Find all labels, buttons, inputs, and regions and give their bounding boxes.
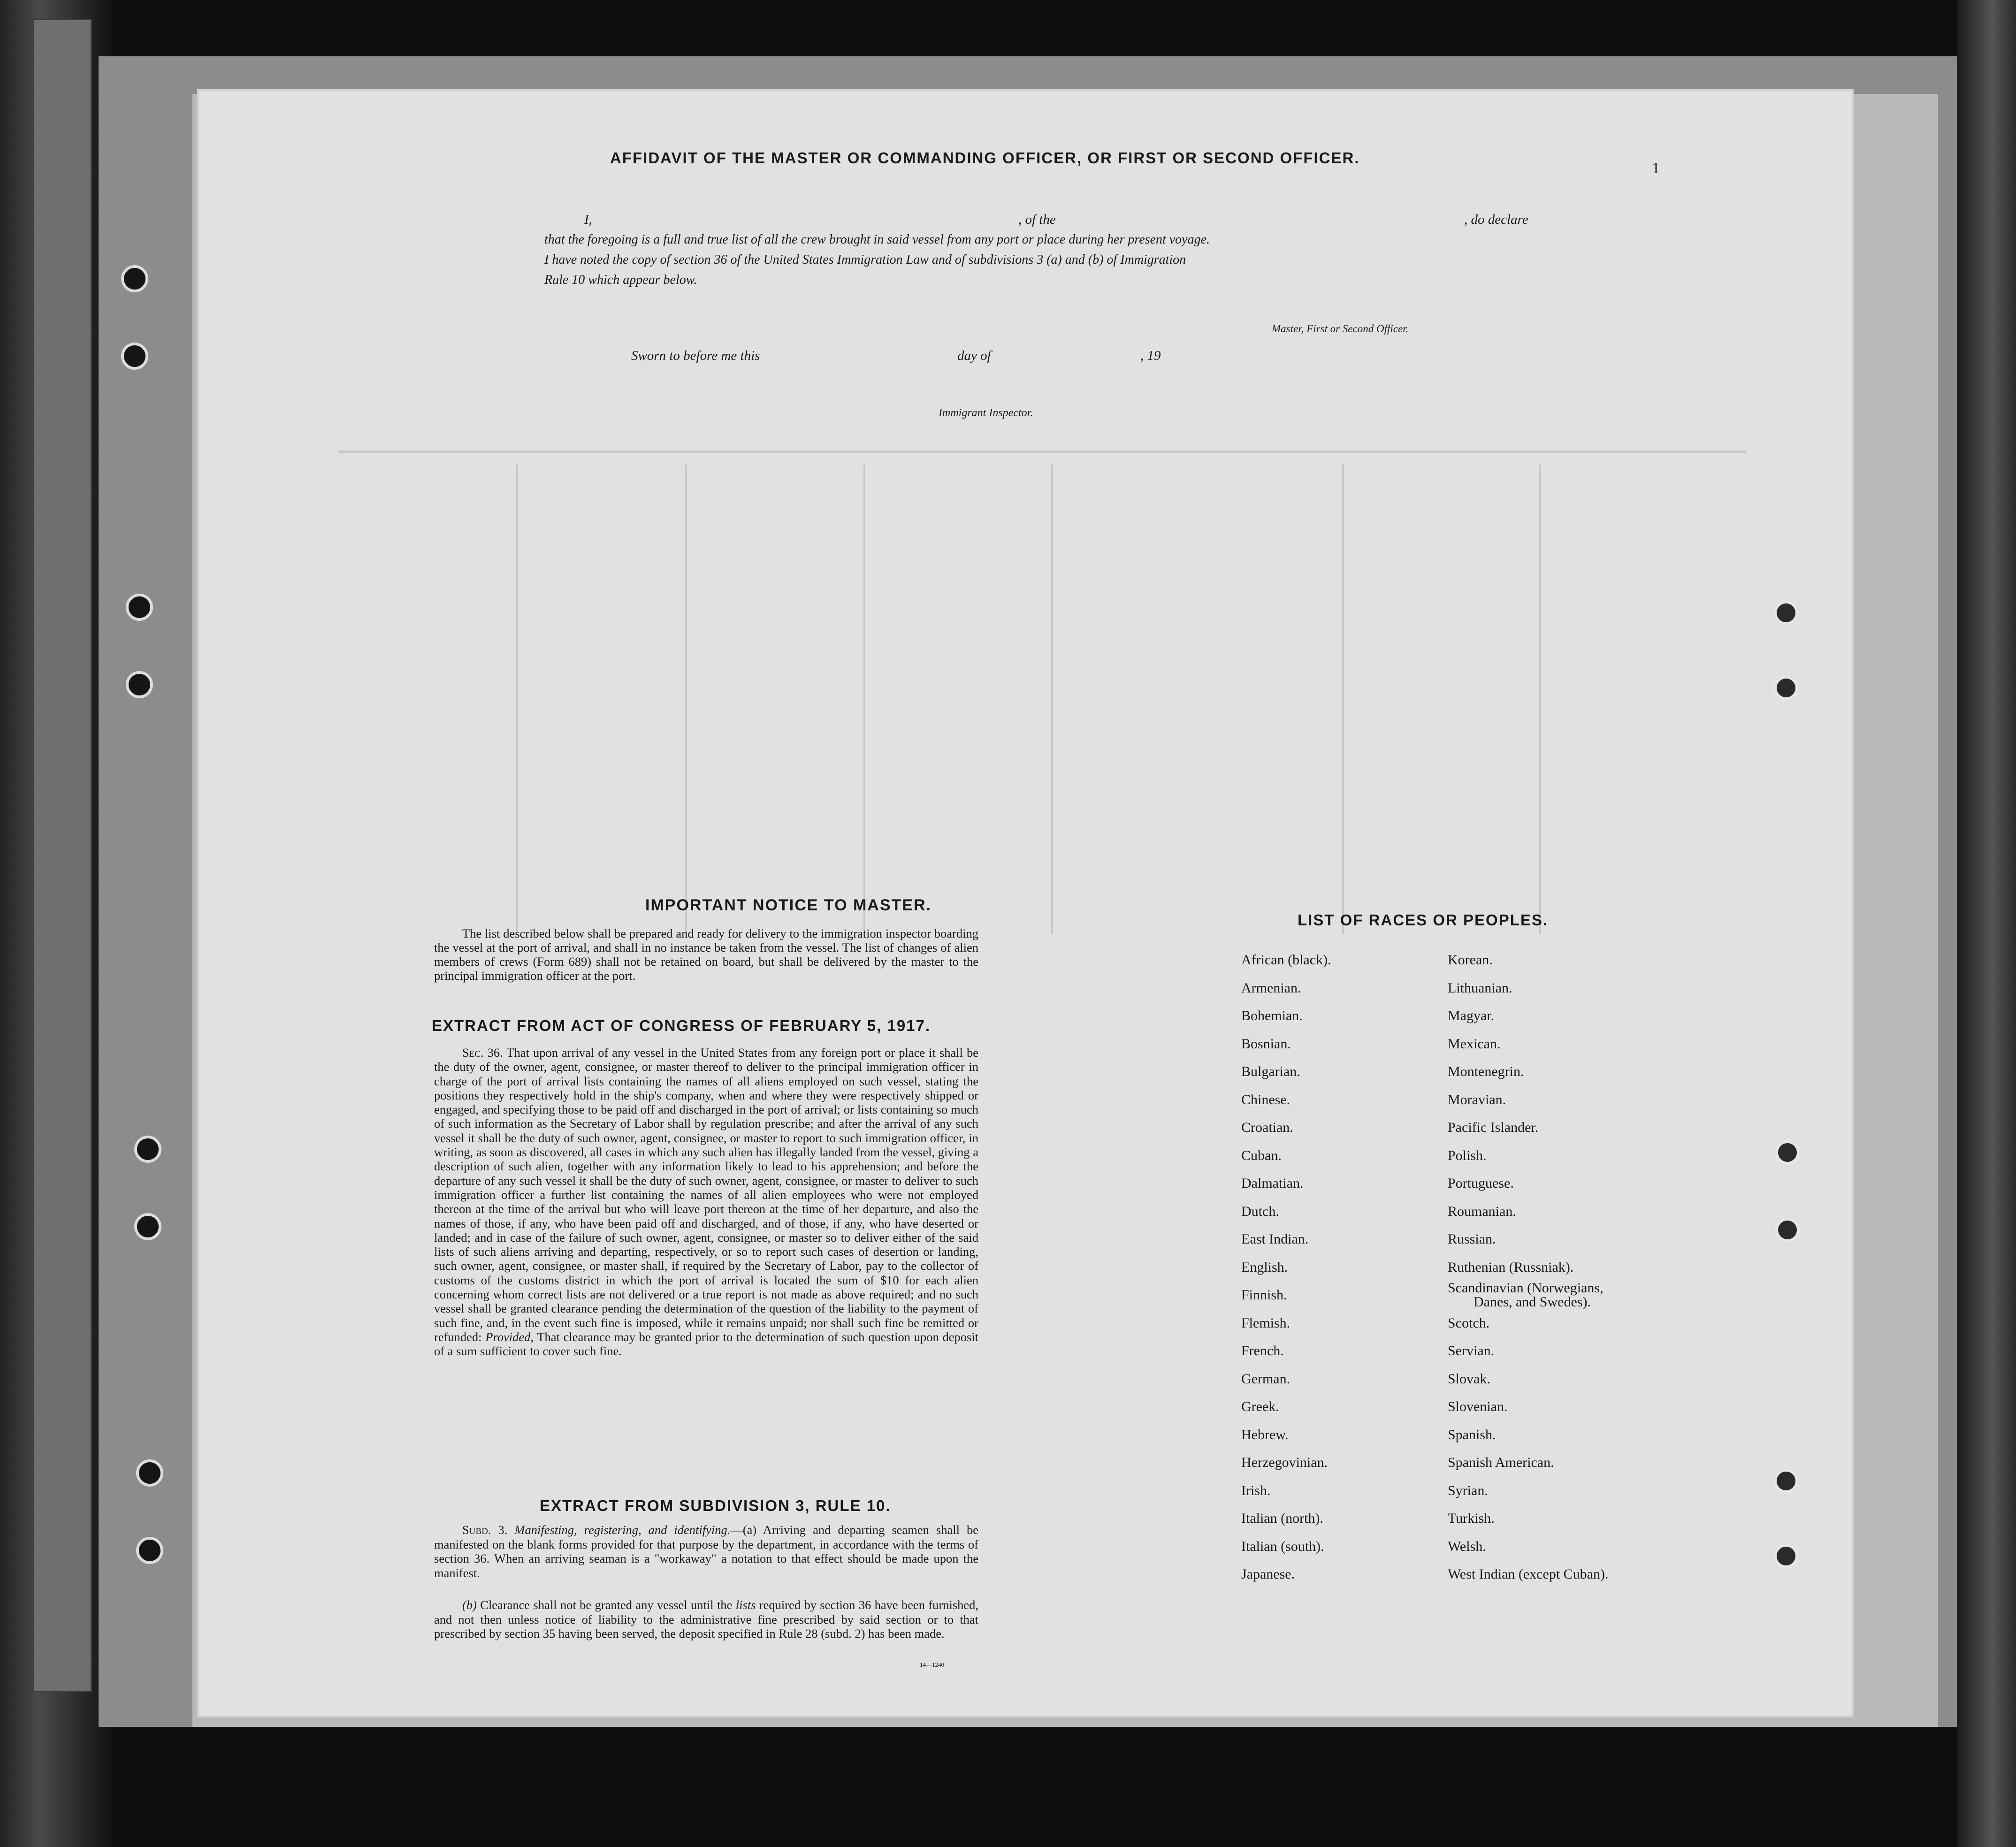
race-item: Dutch. xyxy=(1241,1203,1279,1219)
race-item: Flemish. xyxy=(1241,1315,1291,1331)
bleed-through-line xyxy=(338,450,1746,453)
punch-hole xyxy=(1775,1218,1800,1242)
punch-hole xyxy=(121,265,148,292)
sworn-label: Sworn to before me this xyxy=(631,348,760,363)
race-item: Welsh. xyxy=(1448,1538,1486,1554)
race-item-line: Danes, and Swedes). xyxy=(1474,1294,1591,1310)
rule-para-b xyxy=(434,1598,978,1641)
race-item: Italian (south). xyxy=(1241,1538,1324,1554)
punch-hole xyxy=(126,594,153,621)
race-item: East Indian. xyxy=(1241,1231,1309,1247)
rule-para-b-label: (b) xyxy=(462,1598,477,1612)
punch-hole xyxy=(126,671,153,698)
race-item: Roumanian. xyxy=(1448,1203,1516,1219)
race-item: Dalmatian. xyxy=(1241,1175,1304,1191)
race-item: Bohemian. xyxy=(1241,1008,1303,1023)
race-item: Mexican. xyxy=(1448,1036,1501,1052)
year-label: , 19 xyxy=(1140,348,1161,363)
bleed-through-line xyxy=(863,465,865,934)
act-heading: EXTRACT FROM ACT OF CONGRESS OF FEBRUARY 5, 1917. xyxy=(432,1017,931,1034)
race-item: Polish. xyxy=(1448,1147,1487,1163)
race-item: Spanish. xyxy=(1448,1427,1496,1442)
affidavit-title: AFFIDAVIT OF THE MASTER OR COMMANDING OFFICER, OR FIRST OR SECOND OFFICER. xyxy=(610,149,1360,167)
race-item: Hebrew. xyxy=(1241,1427,1289,1442)
bleed-through-line xyxy=(685,465,687,934)
race-item: Pacific Islander. xyxy=(1448,1120,1539,1135)
race-item: Greek. xyxy=(1241,1399,1279,1414)
affidavit-line-4: Rule 10 which appear below. xyxy=(544,273,697,287)
rule-para-b-text-2: required by section 36 have been furnished, and not then unless notice of liability to the administrative fine prescribed by said section or to that prescribed by section 35 having been served, the deposit specified in Rule 28 (subd. 2) has been made. xyxy=(434,1598,979,1641)
punch-hole xyxy=(1774,1544,1798,1568)
bleed-through-line xyxy=(1539,465,1541,934)
race-item: German. xyxy=(1241,1371,1291,1387)
race-item: Cuban. xyxy=(1241,1147,1282,1163)
race-item: Armenian. xyxy=(1241,980,1301,996)
document-page xyxy=(197,89,1854,1717)
rule-subd-title: Manifesting, registering, and identifying. xyxy=(514,1523,731,1537)
race-item: Bosnian. xyxy=(1241,1036,1291,1052)
rule-para-b-lists: lists xyxy=(735,1598,756,1612)
race-item: West Indian (except Cuban). xyxy=(1448,1566,1609,1582)
race-item: Irish. xyxy=(1241,1482,1271,1498)
notice-heading: IMPORTANT NOTICE TO MASTER. xyxy=(645,896,932,914)
race-item: Bulgarian. xyxy=(1241,1064,1300,1079)
bleed-through-line xyxy=(516,465,518,934)
race-item: Montenegrin. xyxy=(1448,1064,1524,1079)
act-body-end: That clearance may be granted prior to the determination of such question upon deposit of a sum sufficient to cover such fine. xyxy=(434,1329,979,1359)
rule-para-a-text: —(a) Arriving and departing seamen shall be manifested on the blank forms provided for that purpose by the department, in accordance with the terms of section 36. When an arriving seaman is a "workaway" a notation to that effect should be made upon the manifest. xyxy=(434,1523,978,1580)
race-item: Magyar. xyxy=(1448,1008,1495,1023)
right-binder-edge xyxy=(1957,0,2016,1847)
race-item: Russian. xyxy=(1448,1231,1496,1247)
inspector-signature-label: Immigrant Inspector. xyxy=(939,407,1033,419)
race-item: Spanish American. xyxy=(1448,1455,1554,1470)
race-item-scandinavian xyxy=(1448,1281,1608,1309)
race-item: Scotch. xyxy=(1448,1315,1490,1331)
binder-strip xyxy=(33,19,92,1692)
punch-hole xyxy=(136,1537,163,1564)
race-item: Italian (north). xyxy=(1241,1511,1323,1526)
race-item: Finnish. xyxy=(1241,1287,1287,1303)
affidavit-i: I, xyxy=(584,212,592,227)
punch-hole xyxy=(121,343,148,370)
notice-body: The list described below shall be prepared and ready for delivery to the immigration inspector boarding the vessel at the port of arrival, and shall in no instance be taken from the vessel. The list of changes of alien members of crews (Form 689) shall not be retained on board, but shall be delivered by the master to the principal immigration officer at the port. xyxy=(434,926,978,983)
page-number: 1 xyxy=(1652,160,1660,177)
race-item: African (black). xyxy=(1241,952,1331,968)
day-of-label: day of xyxy=(957,348,991,363)
affidavit-do-declare: , do declare xyxy=(1464,212,1528,227)
race-item: Japanese. xyxy=(1241,1566,1295,1582)
rule-heading: EXTRACT FROM SUBDIVISION 3, RULE 10. xyxy=(540,1497,891,1514)
races-left-column xyxy=(1241,946,1331,1588)
race-item: Herzegovinian. xyxy=(1241,1455,1328,1470)
bleed-through-line xyxy=(1051,465,1053,934)
rule-para-a xyxy=(434,1523,978,1580)
punch-hole xyxy=(1775,1140,1800,1165)
rule-para-b-text-1: Clearance shall not be granted any vessel until the xyxy=(480,1598,733,1612)
races-heading: LIST OF RACES OR PEOPLES. xyxy=(1298,911,1549,929)
act-section-label: Sec. 36. xyxy=(462,1046,503,1060)
race-item: Moravian. xyxy=(1448,1091,1506,1107)
form-code: 14—1240 xyxy=(920,1661,944,1668)
punch-hole xyxy=(134,1213,161,1240)
master-signature-label: Master, First or Second Officer. xyxy=(1272,323,1409,335)
race-item: Slovenian. xyxy=(1448,1399,1508,1414)
race-item: Korean. xyxy=(1448,952,1493,968)
race-item: French. xyxy=(1241,1343,1284,1359)
act-provided: Provided, xyxy=(485,1329,534,1344)
affidavit-line-3: I have noted the copy of section 36 of the United States Immigration Law and of subdivisions 3 (a) and (b) of Immigration xyxy=(544,252,1186,267)
act-body-text: That upon arrival of any vessel in the United States from any foreign port or place it shall be the duty of the owner, agent, consignee, or master thereof to deliver to the principal immigration officer in charge of the port of arrival lists containing the names of all aliens employed on such vessel, stating the positions they respectively hold in the ship's company, when and where they were respectively shipped or engaged, and specifying those to be paid off and discharged in the port of arrival; or lists containing so much of such information as the Secretary of Labor shall by regulation prescribe; and after the arrival of any such vessel it shall be the duty of such owner, agent, consignee, or master to report to such immigration officer, in writing, as soon as discovered, all cases in which any such alien has illegally landed from the vessel, giving a description of such alien, together with any information likely to lead to his apprehension; and before the departure of any such vessel it shall be the duty of such owner, agent, consignee, or master to deliver to such immigration officer a further list containing the names of all alien employees who were not employed thereon at the time of the arrival but who will leave port thereon at the time of her departure, and also the names of those, if any, who have been paid off and discharged, and of those, if any, who have deserted or landed; and in case of the failure of such owner, agent, consignee, or master so to deliver either of the said lists of such aliens arriving and departing, respectively, or so to report such cases of desertion or landing, such owner, agent, consignee, or master shall, if required by the Secretary of Labor, pay to the collector of customs of the customs district in which the port of arrival is located the sum of $10 for each alien concerning whom correct lists are not delivered or a true report is not made as above required; and no such vessel shall be granted clearance pending the determination of the question of the liability to the payment of such fine, and, in the event such fine is imposed, while it remains unpaid; nor shall such fine be remitted or refunded: xyxy=(434,1046,978,1344)
punch-hole xyxy=(134,1136,161,1163)
race-item: Chinese. xyxy=(1241,1091,1291,1107)
rule-subd-label: Subd. 3. xyxy=(462,1523,508,1537)
act-body xyxy=(434,1046,978,1359)
punch-hole xyxy=(1774,676,1798,700)
race-item: Servian. xyxy=(1448,1343,1495,1359)
punch-hole xyxy=(1774,601,1798,625)
punch-hole xyxy=(136,1459,163,1487)
affidavit-of-the: , of the xyxy=(1018,212,1056,227)
race-item: Lithuanian. xyxy=(1448,980,1512,996)
affidavit-line-2: that the foregoing is a full and true list of all the crew brought in said vessel from any port or place during her present voyage. xyxy=(544,232,1210,247)
race-item: English. xyxy=(1241,1259,1288,1275)
bleed-through-line xyxy=(1342,465,1344,934)
punch-hole xyxy=(1774,1469,1798,1493)
race-item-line: Scandinavian (Norwegians, xyxy=(1448,1280,1604,1296)
race-item: Portuguese. xyxy=(1448,1175,1514,1191)
races-right-column xyxy=(1448,946,1608,1588)
race-item: Turkish. xyxy=(1448,1511,1495,1526)
race-item: Slovak. xyxy=(1448,1371,1490,1387)
race-item: Syrian. xyxy=(1448,1482,1488,1498)
race-item: Croatian. xyxy=(1241,1120,1293,1135)
race-item: Ruthenian (Russniak). xyxy=(1448,1259,1574,1275)
